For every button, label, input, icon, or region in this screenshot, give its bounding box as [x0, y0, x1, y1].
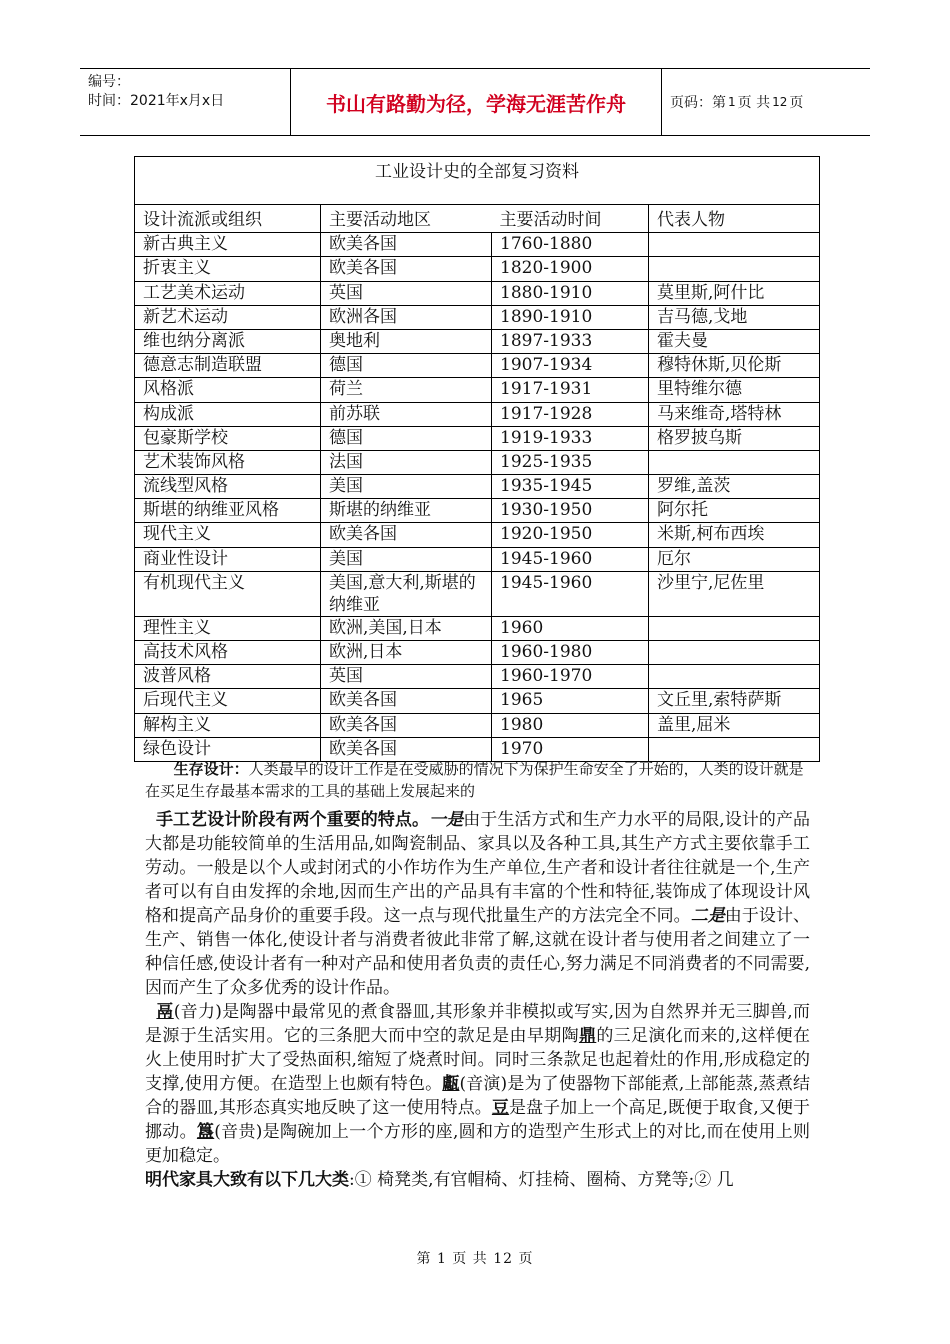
cell-people: 里特维尔德	[649, 378, 820, 402]
cell-region: 欧洲各国	[321, 305, 492, 329]
cell-region: 奥地利	[321, 329, 492, 353]
cell-period: 1960	[492, 616, 649, 640]
cell-school: 风格派	[135, 378, 321, 402]
cell-period: 1820-1900	[492, 257, 649, 281]
table-row	[135, 450, 820, 474]
cell-region: 欧美各国	[321, 713, 492, 737]
furniture-heading: 明代家具大致有以下几大类	[145, 1170, 349, 1190]
table-row	[135, 523, 820, 547]
cell-period: 1960-1980	[492, 641, 649, 665]
furniture-text: :① 椅凳类,有官帽椅、灯挂椅、圈椅、方凳等;② 几	[349, 1170, 734, 1190]
page-header	[80, 68, 870, 136]
cell-school: 斯堪的纳维亚风格	[135, 499, 321, 523]
cell-people: 盖里,屈米	[649, 713, 820, 737]
vessel-text-5: (音贵)是陶碗加上一个方形的座,圆和方的造型产生形式上的对比,而在使用上则更加稳定。	[145, 1122, 811, 1166]
table-row	[135, 402, 820, 426]
vessel-text-4: 是盘子加上一个高足,既便于取食,又便于挪动。	[145, 1098, 811, 1142]
term-li: 鬲	[156, 1002, 174, 1022]
table-row	[135, 233, 820, 257]
term-ding: 鼎	[578, 1026, 597, 1046]
header-people: 代表人物	[649, 205, 820, 233]
cell-period: 1907-1934	[492, 354, 649, 378]
cell-people: 米斯,柯布西埃	[649, 523, 820, 547]
cell-school: 商业性设计	[135, 547, 321, 571]
cell-period: 1925-1935	[492, 450, 649, 474]
table-row	[135, 281, 820, 305]
body-content	[145, 808, 810, 1192]
cell-people: 吉马德,戈地	[649, 305, 820, 329]
cell-period: 1970	[492, 737, 649, 761]
cell-period: 1965	[492, 689, 649, 713]
vessel-text-1: (音力)是陶器中最常见的煮食器皿,其形象并非模拟或写实,因为自然界并无三脚兽,而是源于生活实用。它的三条肥大而中空的款足是由早期陶	[145, 1002, 811, 1046]
cell-region: 英国	[321, 665, 492, 689]
cell-school: 绿色设计	[135, 737, 321, 761]
intro-text: 人类最早的设计工作是在受威胁的情况下为保护生命安全了开始的，人类的设计就是在买足生存最基本需求的工具的基础上发展起来的	[145, 760, 804, 800]
term-gui: 簋	[196, 1122, 215, 1142]
cell-period: 1960-1970	[492, 665, 649, 689]
cell-school: 有机现代主义	[135, 571, 321, 616]
cell-school: 现代主义	[135, 523, 321, 547]
cell-period: 1897-1933	[492, 329, 649, 353]
table-row	[135, 547, 820, 571]
cell-period: 1919-1933	[492, 426, 649, 450]
cell-school: 高技术风格	[135, 641, 321, 665]
cell-region: 斯堪的纳维亚	[321, 499, 492, 523]
page-mid: 页 共	[737, 95, 771, 111]
cell-school: 解构主义	[135, 713, 321, 737]
table-row	[135, 354, 820, 378]
cell-region: 德国	[321, 354, 492, 378]
marker-first: 一是	[429, 810, 464, 830]
cell-school: 流线型风格	[135, 475, 321, 499]
table-row	[135, 426, 820, 450]
page-suffix: 页	[789, 95, 804, 111]
cell-school: 工艺美术运动	[135, 281, 321, 305]
header-region: 主要活动地区	[329, 210, 431, 230]
cell-region: 欧美各国	[321, 233, 492, 257]
table-row	[135, 665, 820, 689]
paragraph-vessels	[145, 1000, 810, 1168]
table-row	[135, 475, 820, 499]
cell-people: 厄尔	[649, 547, 820, 571]
cell-period: 1917-1931	[492, 378, 649, 402]
cell-period: 1760-1880	[492, 233, 649, 257]
cell-school: 新古典主义	[135, 233, 321, 257]
cell-people: 莫里斯,阿什比	[649, 281, 820, 305]
cell-people	[649, 233, 820, 257]
table-row	[135, 689, 820, 713]
cell-region: 美国	[321, 547, 492, 571]
page-number: 1	[728, 95, 736, 109]
cell-region: 荷兰	[321, 378, 492, 402]
cell-region: 法国	[321, 450, 492, 474]
cell-people: 格罗披乌斯	[649, 426, 820, 450]
cell-region: 英国	[321, 281, 492, 305]
cell-school: 德意志制造联盟	[135, 354, 321, 378]
cell-period: 1945-1960	[492, 571, 649, 616]
handicraft-text-1: 由于生活方式和生产力水平的局限,设计的产品大都是功能较简单的生活用品,如陶瓷制品、家具以及各种工具,其生产方式主要依靠手工劳动。一般是以个人或封闭式的小作坊作为生产单位,生产者和设计者往往就是一个,生产者可以有自由发挥的余地,因而生产出的产品具有丰富的个性和特征,装饰成了体现设计风格和提高产品身价的重要手段。这一点与现代批量生产的方法完全不同。	[145, 810, 811, 926]
intro-label: 生存设计：	[173, 760, 249, 778]
table-row	[135, 713, 820, 737]
cell-people: 霍夫曼	[649, 329, 820, 353]
cell-region: 美国,意大利,斯堪的纳维亚	[321, 571, 492, 616]
code-label: 编号：	[88, 74, 130, 90]
cell-period: 1920-1950	[492, 523, 649, 547]
cell-period: 1917-1928	[492, 402, 649, 426]
table-title: 工业设计史的全部复习资料	[135, 157, 820, 205]
design-history-table	[134, 156, 820, 762]
cell-school: 折衷主义	[135, 257, 321, 281]
header-motto: 书山有路勤为径，学海无涯苦作舟	[291, 69, 662, 135]
cell-period: 1890-1910	[492, 305, 649, 329]
cell-people	[649, 450, 820, 474]
term-yan: 甗	[442, 1074, 460, 1094]
cell-region: 美国	[321, 475, 492, 499]
table-row	[135, 305, 820, 329]
paragraph-furniture	[145, 1168, 810, 1192]
cell-school: 包豪斯学校	[135, 426, 321, 450]
cell-school: 维也纳分离派	[135, 329, 321, 353]
paragraph-handicraft	[145, 808, 810, 1000]
cell-period: 1930-1950	[492, 499, 649, 523]
table-row	[135, 499, 820, 523]
cell-region: 欧美各国	[321, 257, 492, 281]
page-prefix: 页码：第	[670, 95, 726, 111]
table-row	[135, 571, 820, 616]
cell-people: 穆特休斯,贝伦斯	[649, 354, 820, 378]
table-row	[135, 257, 820, 281]
vessel-text-2: 的三足演化而来的,这样便在火上使用时扩大了受热面积,缩短了烧煮时间。同时三条款足也起着灶的作用,形成稳定的支撑,使用方便。在造型上也颇有特色。	[145, 1026, 811, 1094]
cell-people: 罗维,盖茨	[649, 475, 820, 499]
cell-region: 欧洲,日本	[321, 641, 492, 665]
cell-school: 构成派	[135, 402, 321, 426]
handicraft-text-2: 由于设计、生产、销售一体化,使设计者与消费者彼此非常了解,这就在设计者与使用者之间建立了一种信任感,使设计者有一种对产品和使用者负责的责任心,努力满足不同消费者的不同需要,因而产生了众多优秀的设计作品。	[145, 906, 811, 998]
cell-people: 马来维奇,塔特林	[649, 402, 820, 426]
cell-region: 欧美各国	[321, 689, 492, 713]
cell-people	[649, 616, 820, 640]
table-row	[135, 329, 820, 353]
cell-people	[649, 665, 820, 689]
header-school: 设计流派或组织	[135, 205, 321, 233]
handicraft-heading: 手工艺设计阶段有两个重要的特点。	[155, 810, 430, 830]
cell-period: 1945-1960	[492, 547, 649, 571]
marker-second: 二是	[690, 906, 725, 926]
cell-school: 后现代主义	[135, 689, 321, 713]
table-row	[135, 641, 820, 665]
cell-school: 波普风格	[135, 665, 321, 689]
cell-people: 沙里宁,尼佐里	[649, 571, 820, 616]
header-meta	[80, 69, 291, 135]
cell-people	[649, 641, 820, 665]
cell-people	[649, 257, 820, 281]
term-dou: 豆	[491, 1098, 509, 1118]
cell-school: 理性主义	[135, 616, 321, 640]
cell-period: 1980	[492, 713, 649, 737]
cell-school: 新艺术运动	[135, 305, 321, 329]
cell-region: 欧洲,美国,日本	[321, 616, 492, 640]
table-row	[135, 378, 820, 402]
cell-region: 欧美各国	[321, 737, 492, 761]
table-row	[135, 616, 820, 640]
table-header-row	[135, 205, 820, 233]
page-total: 12	[772, 95, 788, 109]
vessel-text-3: (音演)是为了使器物下部能煮,上部能蒸,蒸煮结合的器皿,其形态真实地反映了这一使用特点。	[145, 1074, 811, 1118]
header-page-info	[662, 69, 870, 135]
header-period: 主要活动时间	[499, 210, 602, 230]
cell-people: 文丘里,索特萨斯	[649, 689, 820, 713]
cell-region: 前苏联	[321, 402, 492, 426]
cell-school: 艺术装饰风格	[135, 450, 321, 474]
cell-people: 阿尔托	[649, 499, 820, 523]
intro-paragraph	[145, 758, 810, 802]
time-label: 时间：2021年x月x日	[88, 93, 225, 109]
cell-period: 1935-1945	[492, 475, 649, 499]
cell-region: 德国	[321, 426, 492, 450]
cell-region: 欧美各国	[321, 523, 492, 547]
page-footer: 第 1 页 共 12 页	[416, 1251, 534, 1267]
cell-period: 1880-1910	[492, 281, 649, 305]
